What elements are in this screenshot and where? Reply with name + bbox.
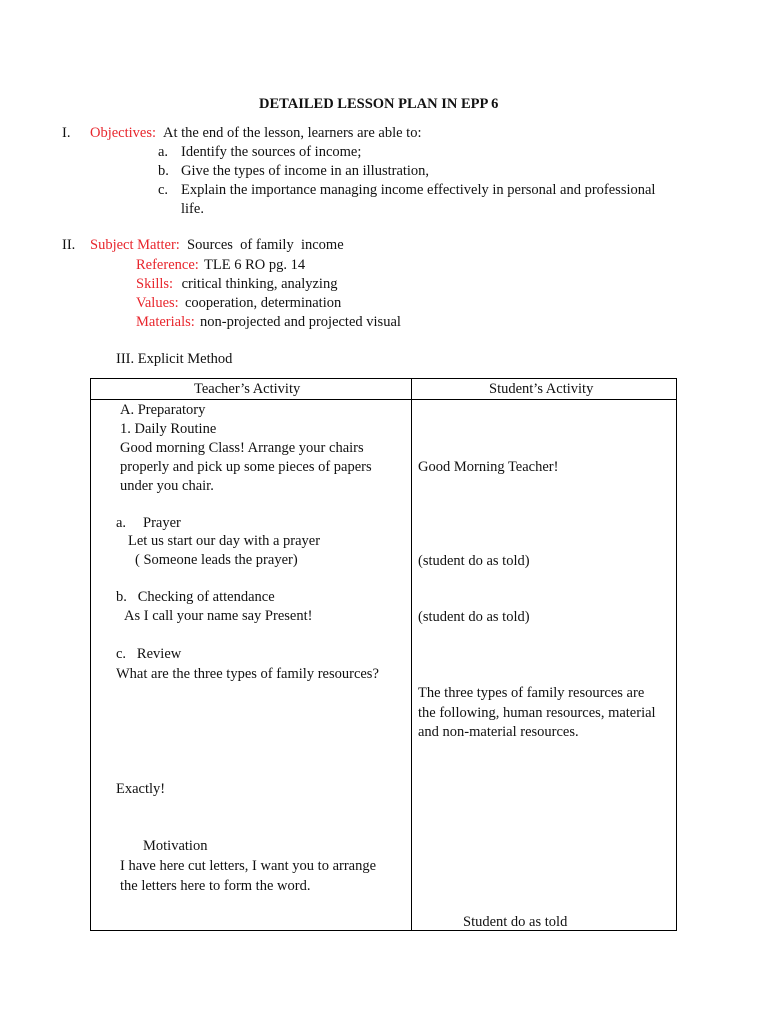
objective-item: Identify the sources of income; (181, 144, 362, 160)
teacher-prayer-line: ( Someone leads the prayer) (135, 552, 298, 568)
method-heading: III. Explicit Method (116, 351, 233, 367)
values-value: cooperation, determination (185, 295, 342, 311)
materials-value: non-projected and projected visual (200, 314, 401, 330)
table-column-divider (411, 379, 412, 930)
values-label: Values: (136, 295, 179, 311)
skills-value: critical thinking, analyzing (178, 276, 338, 292)
teacher-preparatory: A. Preparatory (120, 402, 206, 418)
teacher-review: c. Review (116, 646, 182, 662)
reference-value: TLE 6 RO pg. 14 (204, 257, 306, 273)
objective-letter: a. (158, 144, 169, 160)
objective-item: Explain the importance managing income effectively in personal and professional (181, 182, 656, 198)
teacher-attendance: b. Checking of attendance (116, 589, 275, 605)
student-final-response: Student do as told (463, 914, 568, 930)
table-header-divider (91, 399, 676, 400)
objective-item-continued: life. (181, 201, 204, 217)
teacher-daily-routine: 1. Daily Routine (120, 421, 217, 437)
teacher-greeting-line: under you chair. (120, 478, 214, 494)
materials-label: Materials: (136, 314, 195, 330)
objective-letter: b. (158, 163, 169, 179)
teacher-review-question: What are the three types of family resources? (116, 666, 379, 682)
student-answer-line: the following, human resources, material (418, 705, 656, 721)
teacher-greeting-line: Good morning Class! Arrange your chairs (120, 440, 364, 456)
student-answer-line: The three types of family resources are (418, 685, 645, 701)
student-prayer-response: (student do as told) (418, 553, 530, 569)
subject-label: Subject Matter: (90, 237, 180, 253)
objectives-numeral: I. (62, 125, 71, 141)
teacher-prayer-letter: a. (116, 515, 127, 531)
teacher-greeting-line: properly and pick up some pieces of papers (120, 459, 372, 475)
student-activity-header: Student’s Activity (489, 381, 594, 397)
objectives-label: Objectives: (90, 125, 157, 141)
teacher-exactly: Exactly! (116, 781, 166, 797)
objectives-text: At the end of the lesson, learners are able to: (163, 125, 422, 141)
subject-numeral: II. (62, 237, 76, 253)
reference-label: Reference: (136, 257, 199, 273)
objective-letter: c. (158, 182, 169, 198)
objective-item: Give the types of income in an illustration, (181, 163, 430, 179)
skills-label: Skills: (136, 276, 174, 292)
teacher-activity-header: Teacher’s Activity (194, 381, 301, 397)
student-answer-line: and non-material resources. (418, 724, 579, 740)
teacher-attendance-line: As I call your name say Present! (124, 608, 313, 624)
teacher-motivation: Motivation (143, 838, 208, 854)
teacher-motivation-line: the letters here to form the word. (120, 878, 311, 894)
student-attendance-response: (student do as told) (418, 609, 530, 625)
document-title: DETAILED LESSON PLAN IN EPP 6 (259, 96, 499, 112)
teacher-prayer-line: Let us start our day with a prayer (128, 533, 321, 549)
teacher-prayer: Prayer (143, 515, 181, 531)
teacher-motivation-line: I have here cut letters, I want you to arrange (120, 858, 377, 874)
subject-text: Sources of family income (187, 237, 344, 253)
student-greeting: Good Morning Teacher! (418, 459, 559, 475)
